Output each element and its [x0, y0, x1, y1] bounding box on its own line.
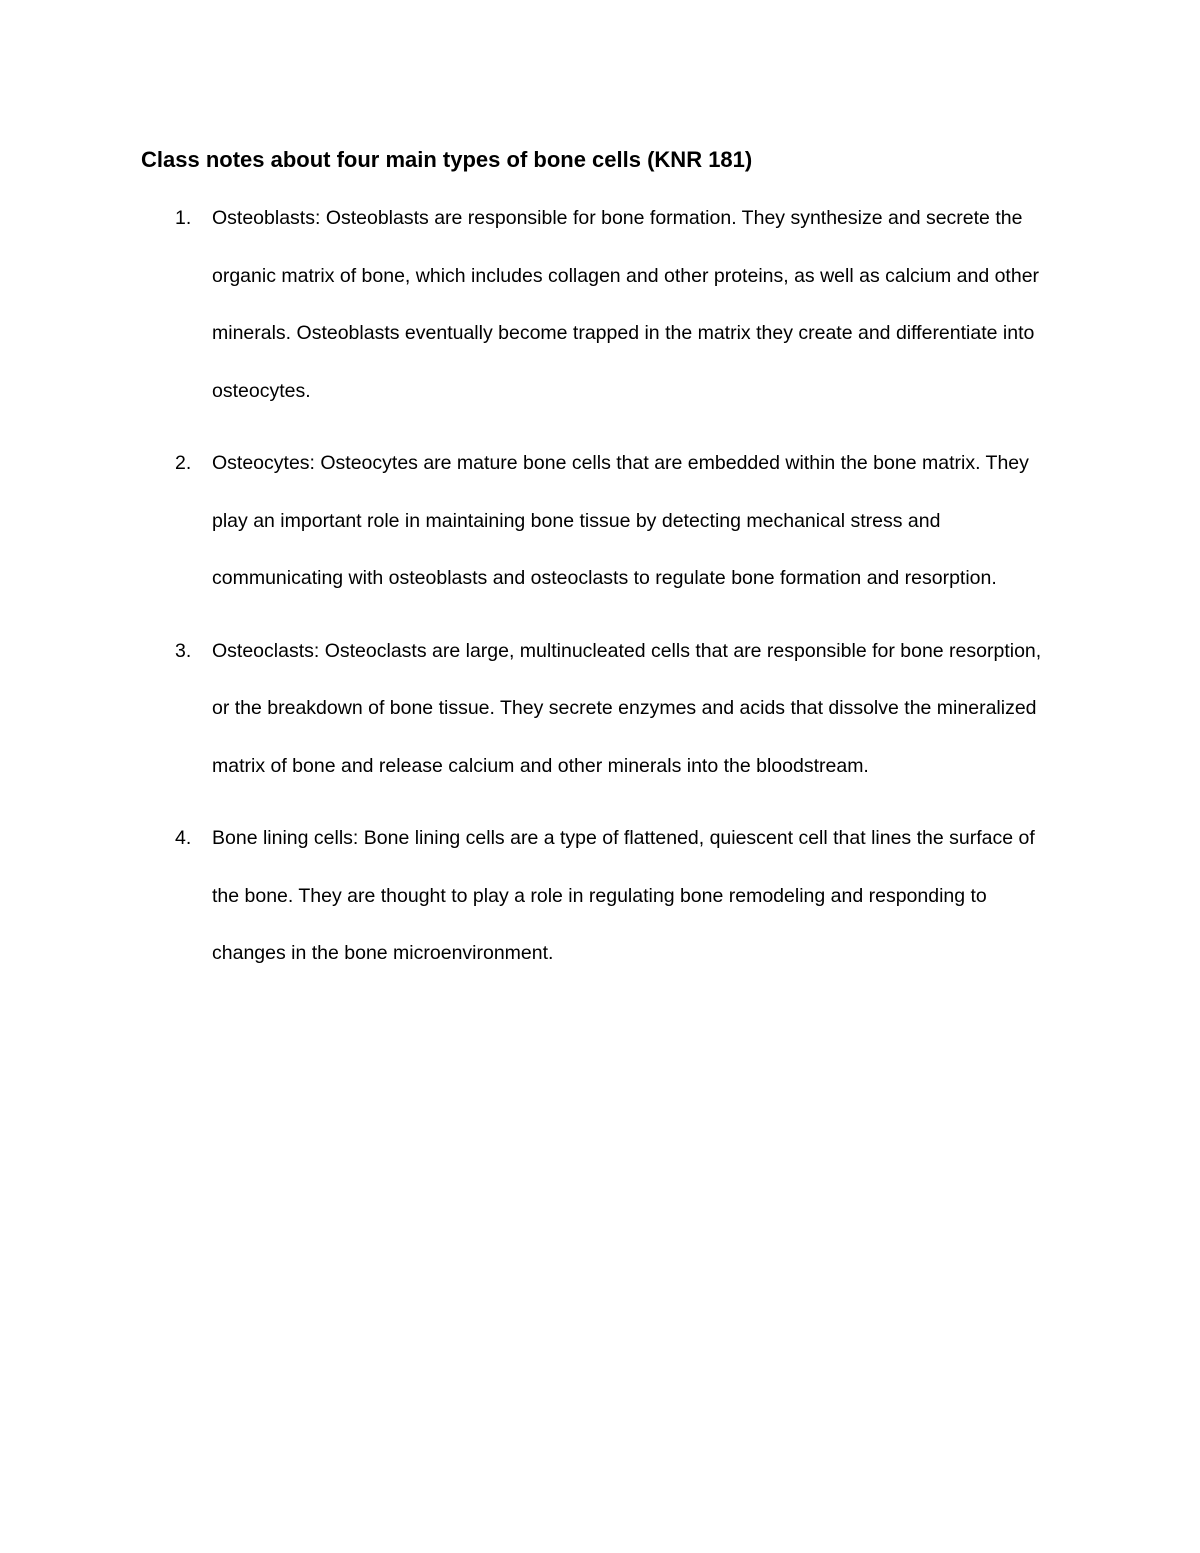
- list-item-label: Osteoclasts:: [212, 639, 325, 662]
- list-item: [141, 435, 1061, 608]
- list-item-text: Osteoblasts are responsible for bone formation. They synthesize and secrete the organic matrix of bone, which includes collagen and other proteins, as well as calcium and other minerals. Osteoblasts eventually become trapped in the matrix they create and differentiate into osteocytes.: [212, 207, 1040, 402]
- list-item-label: Osteoblasts:: [212, 207, 326, 229]
- list-item-label: Osteocytes:: [212, 452, 321, 474]
- list-item: [141, 623, 1061, 796]
- list-item-text: Osteocytes are mature bone cells that are embedded within the bone matrix. They play an important role in maintaining bone tissue by detecting mechanical stress and communicating with osteoblasts and osteoclasts to regulate bone formation and resorption.: [212, 452, 1029, 589]
- list-item-number: 2.: [175, 452, 192, 474]
- list-item-text: Bone lining cells are a type of flattened, quiescent cell that lines the surface of the bone. They are thought to play a role in regulating bone remodeling and responding to changes in the bone microenvironment.: [212, 827, 1035, 964]
- list-item: [141, 810, 1061, 983]
- bone-cell-list: [141, 190, 1061, 998]
- list-item-number: 4.: [175, 827, 192, 849]
- list-item-label: Bone lining cells:: [212, 827, 364, 849]
- page-title: Class notes about four main types of bone cells (KNR 181): [141, 147, 753, 172]
- list-item-number: 3.: [175, 639, 192, 662]
- list-item: [141, 190, 1061, 420]
- list-item-number: 1.: [175, 207, 192, 229]
- list-item-text: Osteoclasts are large, multinucleated cells that are responsible for bone resorption, or the breakdown of bone tissue. They secrete enzymes and acids that dissolve the mineralized matrix of bone and release calcium and other minerals into the bloodstream.: [212, 639, 1042, 777]
